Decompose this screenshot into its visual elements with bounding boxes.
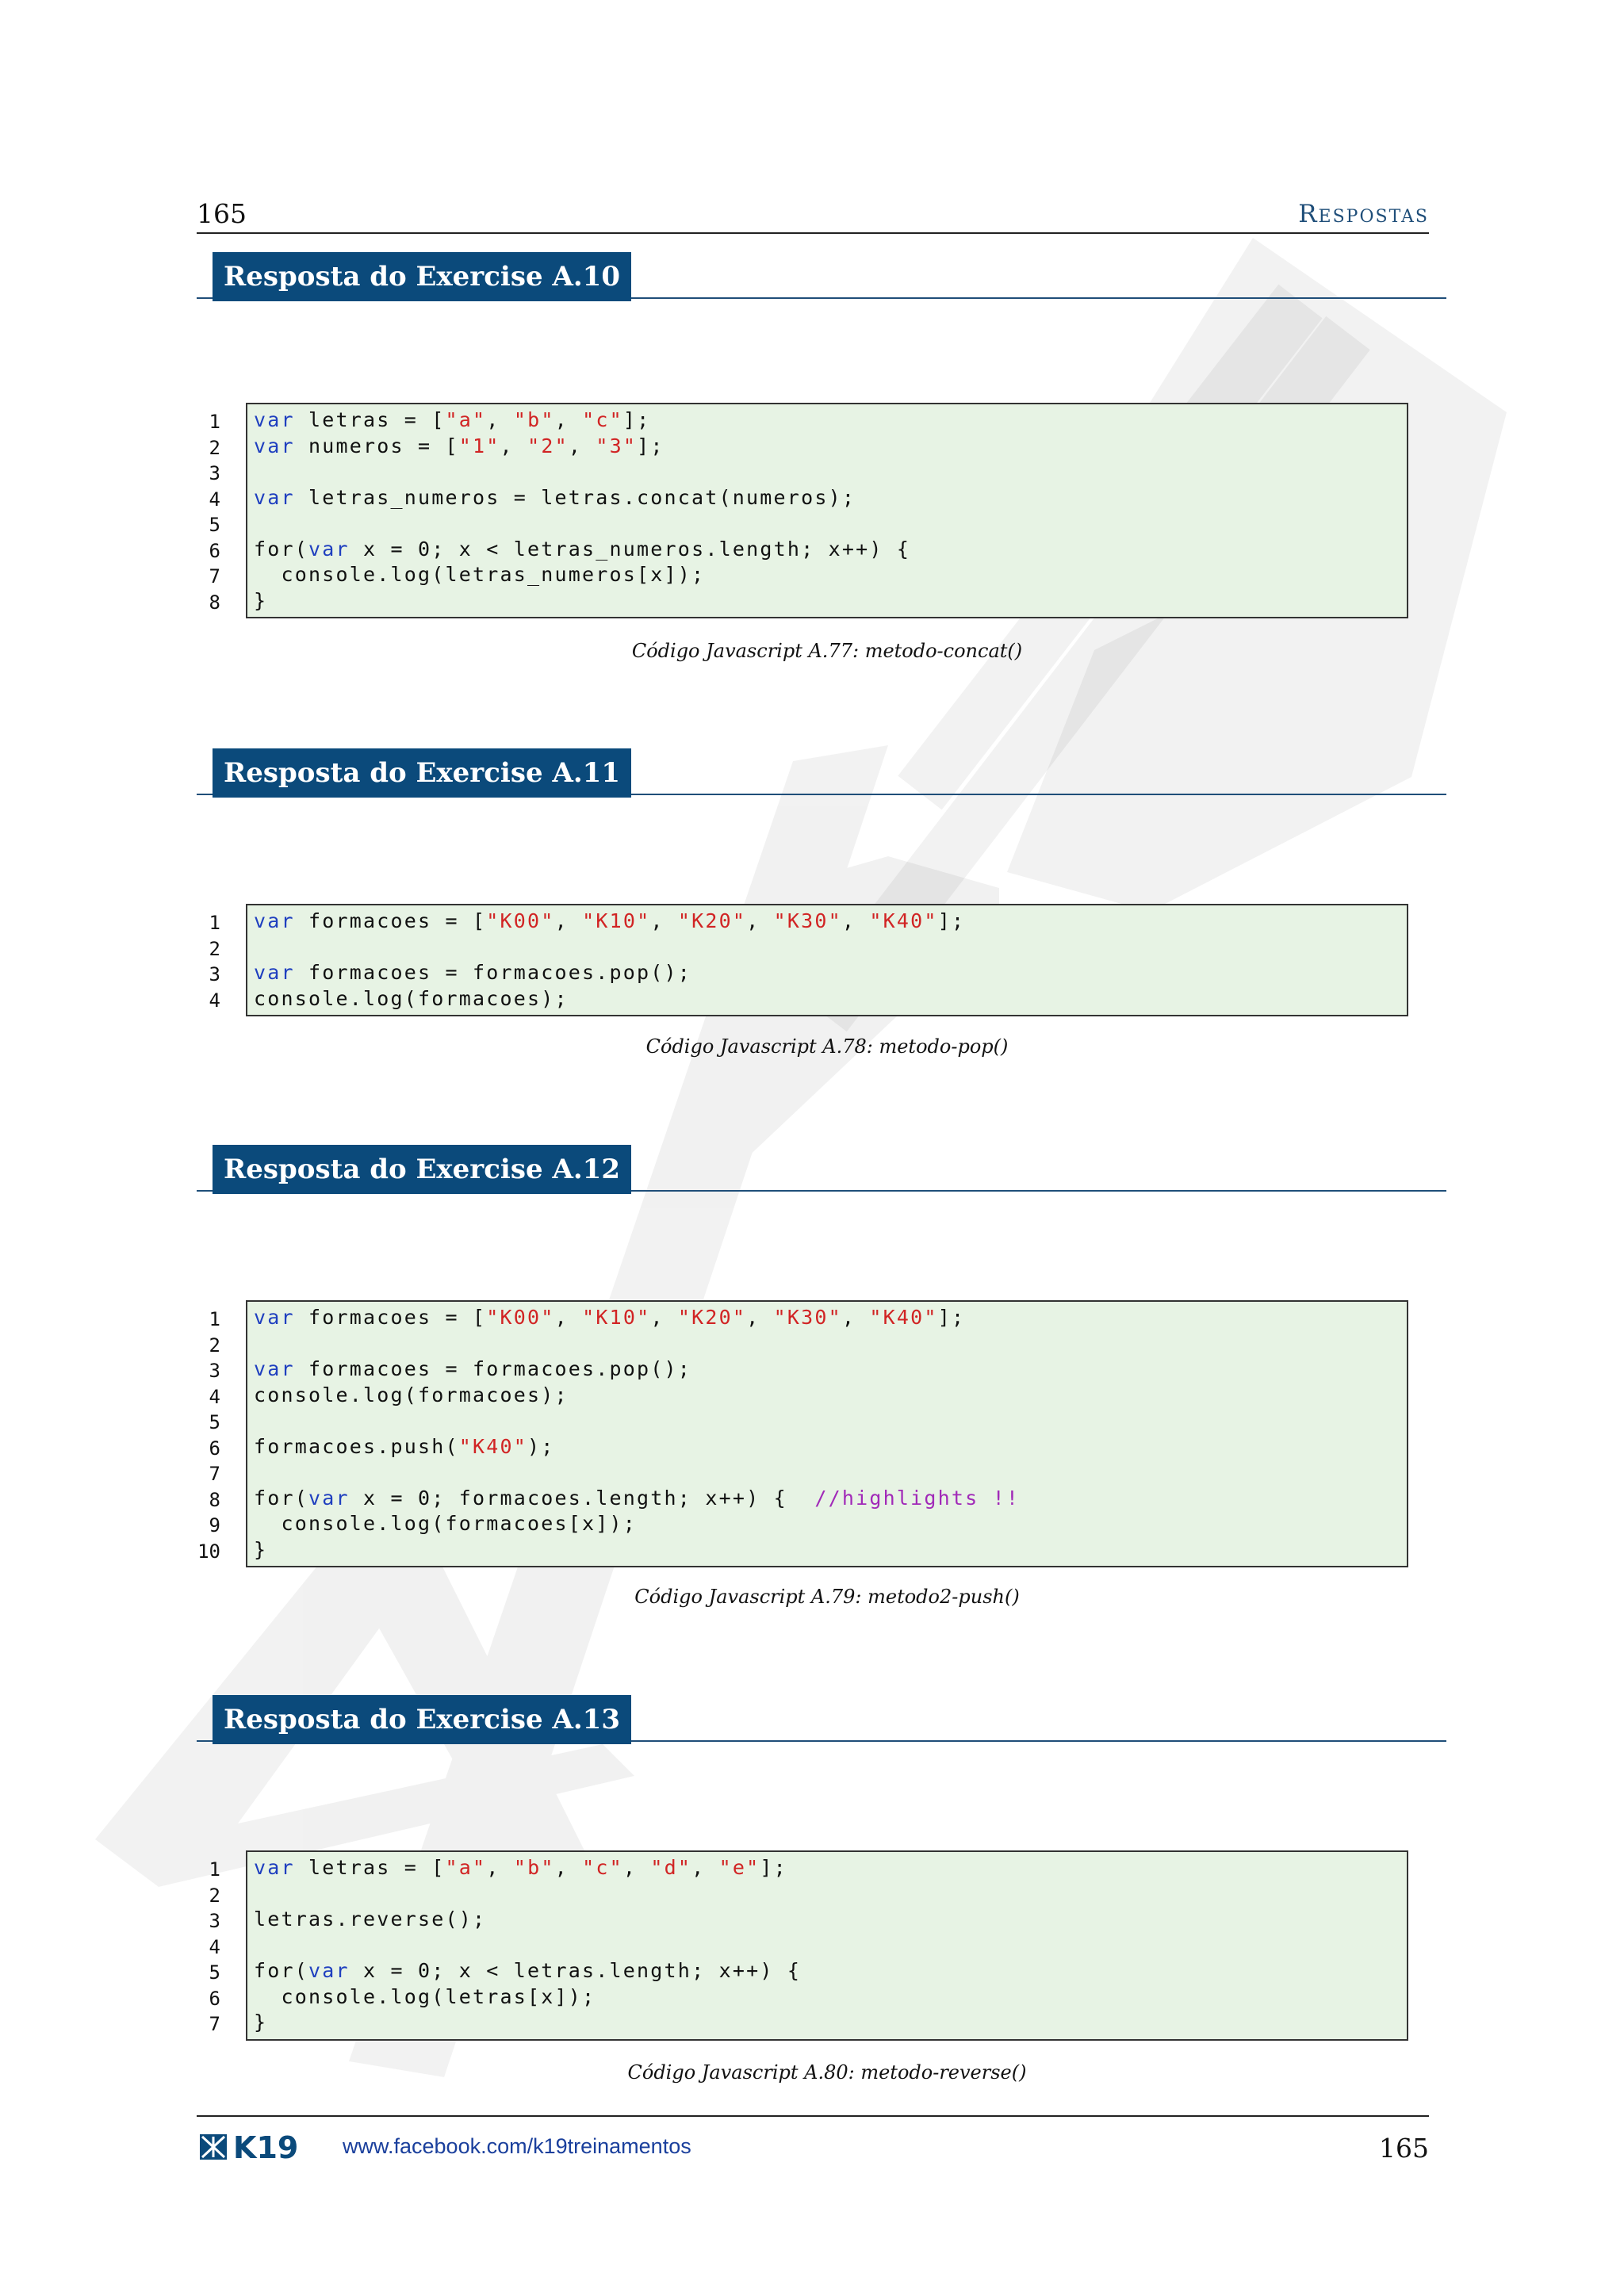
- code-line: }: [254, 588, 268, 612]
- code-line: [254, 1460, 1407, 1486]
- line-number: 2: [209, 436, 220, 459]
- code-box: [246, 904, 1408, 1016]
- code-box: [246, 1850, 1408, 2041]
- line-number: 5: [209, 1961, 220, 1984]
- line-number: 4: [209, 989, 220, 1012]
- line-number: 5: [209, 1411, 220, 1433]
- line-number: 8: [209, 591, 220, 614]
- code-caption: Código Javascript A.77: metodo-concat(): [631, 640, 1023, 662]
- line-number: 1: [209, 1308, 220, 1330]
- code-line: [254, 935, 1407, 961]
- code-caption: Código Javascript A.78: metodo-pop(): [645, 1035, 1009, 1058]
- section-heading: Resposta do Exercise A.11: [213, 748, 631, 798]
- line-number: 3: [209, 1360, 220, 1382]
- code-line: [254, 1331, 1407, 1357]
- code-line: [254, 1408, 1407, 1434]
- k19-logo: [198, 2131, 325, 2163]
- code-box: [246, 403, 1408, 618]
- line-number: 4: [209, 1385, 220, 1408]
- page-number-bottom: 165: [1379, 2133, 1429, 2164]
- chapter-title: Respostas: [1298, 200, 1429, 228]
- code-line: console.log(letras[x]);: [254, 1984, 596, 2008]
- line-number: 1: [209, 912, 220, 934]
- line-number: 2: [209, 1884, 220, 1907]
- code-line: var letras_numeros = letras.concat(numeros);: [254, 485, 856, 509]
- code-line: var formacoes = formacoes.pop();: [254, 1357, 692, 1380]
- line-numbers: [209, 910, 220, 1013]
- line-number: 1: [209, 411, 220, 433]
- code-line: [254, 459, 1407, 485]
- code-line: [254, 1933, 1407, 1959]
- line-numbers: [209, 1857, 220, 2038]
- line-number: 7: [209, 1463, 220, 1485]
- code-line: formacoes.push("K40");: [254, 1434, 555, 1458]
- code-line: console.log(formacoes);: [254, 986, 569, 1010]
- section-heading: Resposta do Exercise A.12: [213, 1145, 631, 1194]
- code-line: var formacoes = formacoes.pop();: [254, 961, 692, 984]
- code-line: var formacoes = ["K00", "K10", "K20", "K30", "K40"];: [254, 1306, 966, 1329]
- line-number: 9: [209, 1514, 220, 1536]
- code-line: }: [254, 1537, 268, 1561]
- code-line: [254, 1881, 1407, 1908]
- code-line: console.log(formacoes);: [254, 1383, 569, 1406]
- section-heading: Resposta do Exercise A.13: [213, 1695, 631, 1744]
- code-line: for(var x = 0; x < letras_numeros.length; x++) {: [254, 537, 911, 561]
- code-line: }: [254, 2011, 268, 2034]
- line-number: 2: [209, 1334, 220, 1357]
- code-line: var letras = ["a", "b", "c"];: [254, 408, 651, 431]
- code-line: console.log(letras_numeros[x]);: [254, 563, 706, 586]
- line-number: 4: [209, 1935, 220, 1958]
- line-number: 6: [209, 539, 220, 562]
- code-line: var letras = ["a", "b", "c", "d", "e"];: [254, 1856, 787, 1879]
- line-number: 10: [197, 1540, 220, 1563]
- code-line: for(var x = 0; x < letras.length; x++) {: [254, 1959, 802, 1982]
- code-line: letras.reverse();: [254, 1908, 487, 1931]
- code-line: console.log(formacoes[x]);: [254, 1512, 638, 1535]
- line-number: 2: [209, 937, 220, 960]
- code-line: var numeros = ["1", "2", "3"];: [254, 434, 665, 457]
- line-number: 3: [209, 1910, 220, 1932]
- line-number: 7: [209, 565, 220, 587]
- line-number: 6: [209, 1987, 220, 2010]
- header-rule: [197, 232, 1429, 234]
- page-number-top: 165: [197, 198, 247, 229]
- line-number: 8: [209, 1488, 220, 1511]
- section-heading: Resposta do Exercise A.10: [213, 252, 631, 301]
- svg-text:K19: K19: [233, 2131, 299, 2163]
- line-number: 6: [209, 1437, 220, 1460]
- code-box: [246, 1300, 1408, 1567]
- code-caption: Código Javascript A.80: metodo-reverse(): [627, 2061, 1027, 2084]
- line-number: 4: [209, 488, 220, 511]
- code-line: for(var x = 0; formacoes.length; x++) { //highlights !!: [254, 1486, 1021, 1510]
- line-number: 1: [209, 1858, 220, 1881]
- line-number: 7: [209, 2013, 220, 2035]
- code-line: [254, 511, 1407, 537]
- facebook-link[interactable]: www.facebook.com/k19treinamentos: [343, 2134, 691, 2158]
- line-numbers: [197, 1307, 220, 1564]
- line-numbers: [209, 409, 220, 615]
- line-number: 5: [209, 514, 220, 536]
- line-number: 3: [209, 963, 220, 985]
- code-line: var formacoes = ["K00", "K10", "K20", "K30", "K40"];: [254, 909, 966, 932]
- footer-rule: [197, 2115, 1429, 2117]
- code-caption: Código Javascript A.79: metodo2-push(): [634, 1586, 1020, 1608]
- line-number: 3: [209, 462, 220, 484]
